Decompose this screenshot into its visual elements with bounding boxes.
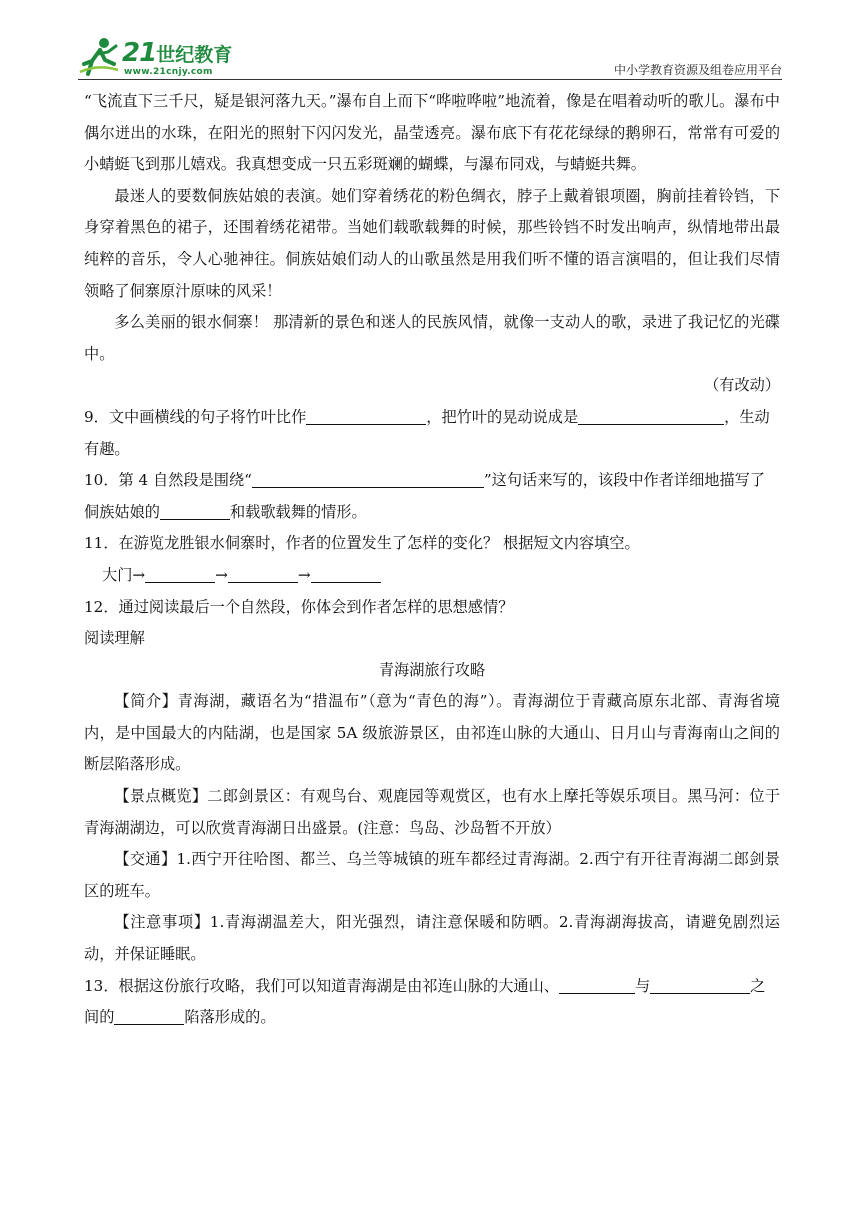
question-9 [84, 402, 780, 465]
answer-blank[interactable] [228, 564, 298, 583]
answer-blank[interactable] [114, 1006, 184, 1025]
logo-url: www.21cnjy.com [124, 67, 213, 77]
answer-blank[interactable] [650, 975, 750, 994]
question-9-text-b: ，把竹叶的晃动说成是 [426, 407, 579, 426]
guide-traffic: 【交通】1.西宁开往哈图、都兰、乌兰等城镇的班车都经过青海湖。2.西宁有开往青海湖二郎剑景区的班车。 [84, 850, 780, 900]
answer-blank[interactable] [252, 469, 484, 488]
page-header [78, 34, 782, 80]
site-logo [78, 34, 258, 80]
question-9-text-a: 9．文中画横线的句子将竹叶比作 [84, 407, 307, 426]
question-13 [84, 971, 780, 1034]
question-10-text-c: 和载歌载舞的情形。 [229, 502, 367, 521]
logo-chinese: 世纪教育 [156, 44, 233, 66]
answer-blank[interactable] [306, 406, 426, 425]
route-start: 大门→ [102, 565, 146, 584]
runner-icon [78, 34, 124, 80]
answer-blank[interactable] [145, 564, 215, 583]
route-arrow: → [215, 565, 228, 584]
question-13-text-c: 之间的 [84, 976, 766, 1027]
platform-name: 中小学教育资源及组卷应用平台 [613, 63, 782, 77]
answer-blank[interactable] [311, 564, 381, 583]
section-label: 阅读理解 [84, 629, 145, 648]
passage-paragraph-performance: 最迷人的要数侗族姑娘的表演。她们穿着绣花的粉色绸衣，脖子上戴着银项圈，胸前挂着铃铛，下身穿着黑色的裙子，还围着绣花裙带。当她们载歌载舞的时候，那些铃铛不时发出响声，纵情地带出最纯粹的音乐，令人心驰神往。侗族姑娘们动人的山歌虽然是用我们听不懂的语言演唱的，但让我们尽情领略了侗寨原汁原味的风采！ [84, 186, 780, 300]
question-9-text-c: ，生动有趣。 [84, 407, 770, 458]
question-10-text-b: ”这句话来写的，该段中作者详细地描写了侗族姑娘的 [84, 471, 766, 521]
question-12: 12．通过阅读最后一个自然段，你体会到作者怎样的思想感情？ [84, 597, 514, 616]
question-11-route [84, 560, 780, 592]
guide-notes: 【注意事项】1.青海湖温差大，阳光强烈，请注意保暖和防晒。2.青海湖海拔高，请避免剧烈运动，并保证睡眠。 [84, 913, 780, 964]
question-10-text-a: 10．第 4 自然段是围绕“ [84, 471, 252, 490]
passage-paragraph-ending: 多么美丽的银水侗寨！ 那清新的景色和迷人的民族风情，就像一支动人的歌，录进了我记忆的光碟中。 [84, 313, 780, 363]
logo-number: 21 [122, 38, 157, 68]
adaptation-note: （有改动） [704, 376, 780, 395]
question-11: 11．在游览龙胜银水侗寨时，作者的位置发生了怎样的变化？ 根据短文内容填空。 [84, 534, 640, 553]
answer-blank[interactable] [559, 975, 635, 994]
question-10 [84, 465, 780, 528]
question-13-text-a: 13．根据这份旅行攻略，我们可以知道青海湖是由祁连山脉的大通山、 [84, 976, 559, 995]
guide-spots: 【景点概览】二郎剑景区：有观鸟台、观鹿园等观赏区，也有水上摩托等娱乐项目。黑马河：位于青海湖湖边，可以欣赏青海湖日出盛景。(注意：鸟岛、沙岛暂不开放） [84, 787, 780, 837]
question-13-text-d: 陷落形成的。 [184, 1008, 276, 1027]
header-divider [78, 79, 782, 80]
answer-blank[interactable] [578, 406, 724, 425]
question-13-text-b: 与 [634, 976, 651, 995]
page-content [84, 86, 780, 1034]
answer-blank[interactable] [160, 501, 230, 520]
route-arrow: → [297, 565, 311, 584]
passage-paragraph-waterfall: “飞流直下三千尺，疑是银河落九天。”瀑布自上而下“哗啦哗啦”地流着，像是在唱着动听的歌儿。瀑布中偶尔迸出的水珠，在阳光的照射下闪闪发光，晶莹透亮。瀑布底下有花花绿绿的鹅卵石，常常有可爱的小蜻蜓飞到那儿嬉戏。我真想变成一只五彩斑斓的蝴蝶，与瀑布同戏，与蜻蜓共舞。 [84, 92, 780, 174]
guide-title: 青海湖旅行攻略 [378, 660, 486, 679]
guide-intro: 【简介】青海湖，藏语名为“措温布”（意为“青色的海”）。青海湖位于青藏高原东北部、青海省境内，是中国最大的内陆湖，也是国家 5A 级旅游景区，由祁连山脉的大通山、日月山与青海南山之间的断层陷落形成。 [84, 692, 780, 774]
